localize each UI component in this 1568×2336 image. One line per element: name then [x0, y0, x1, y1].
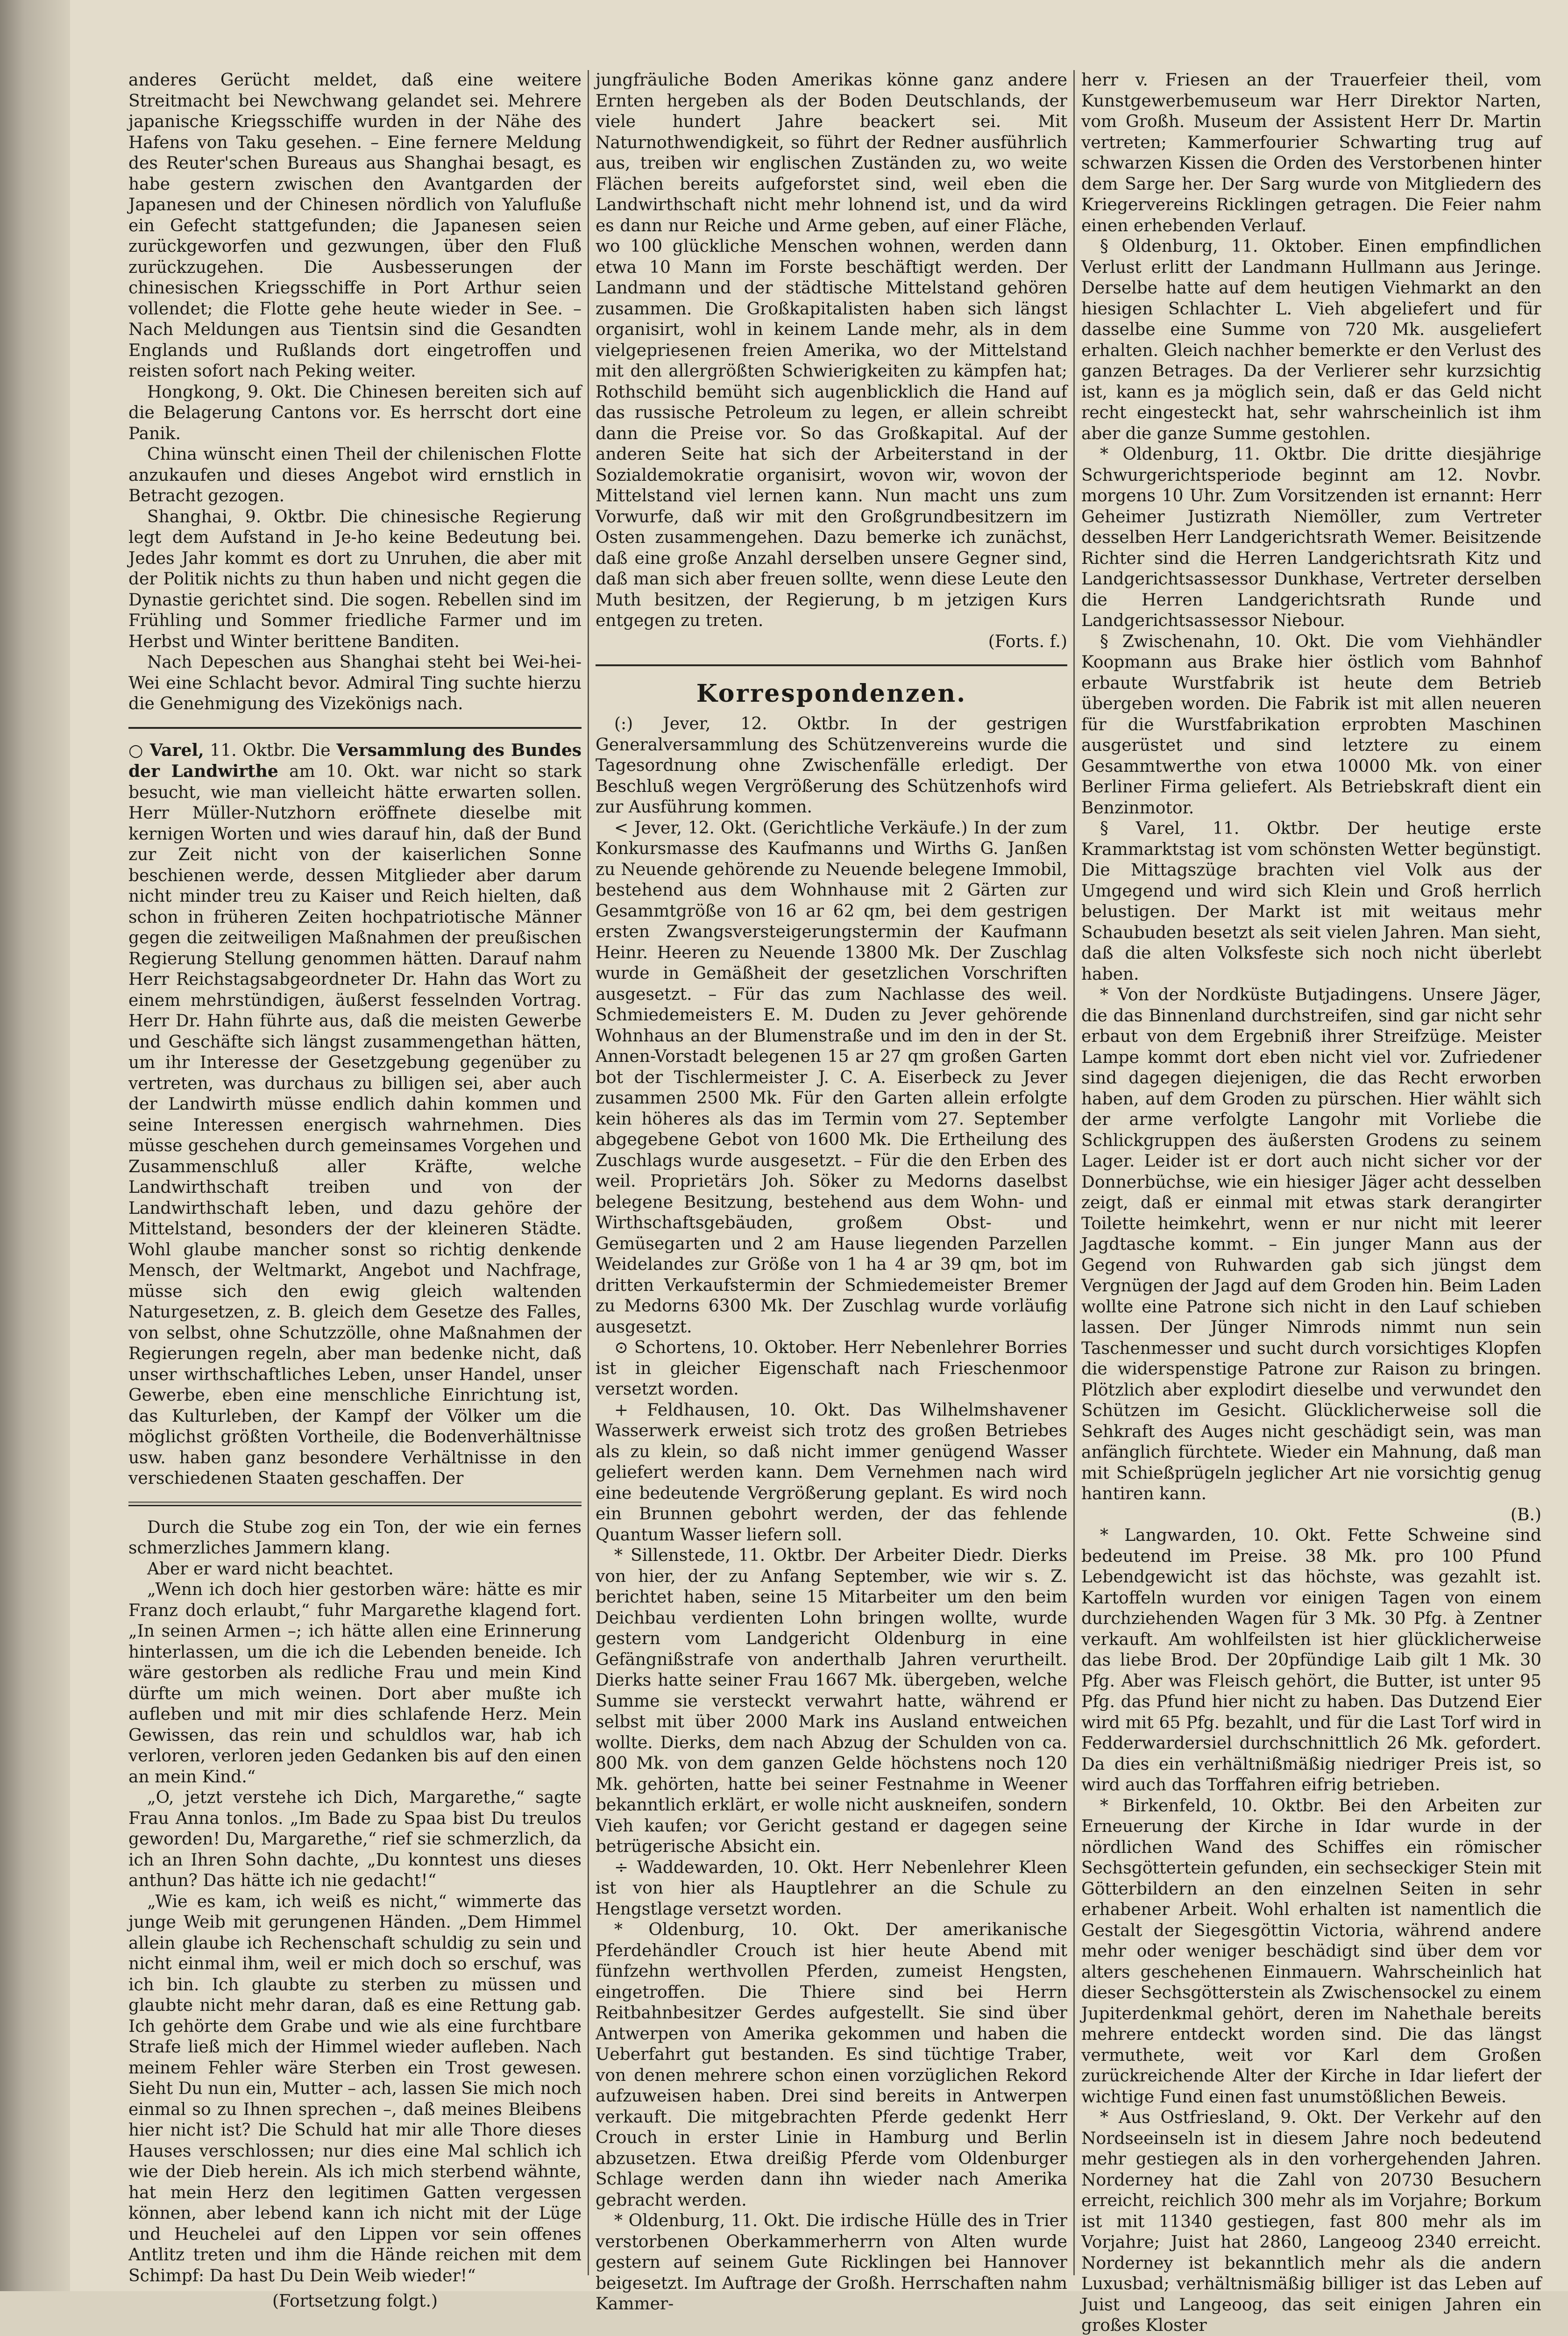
article-varel-markt: § Varel, 11. Oktbr. Der heutige erste Krammarktstag ist vom schönsten Wetter begünstigt. Die Mittagszüge brachten viel Volk aus der Umgegend und wird sich Klein und Groß herrlich belustigen. Der Markt ist mit weitaus mehr Schaubuden besetzt als seit vielen Jahren. Man sieht, daß die alten Volksfeste sich noch nicht überlebt haben. — [1081, 819, 1541, 984]
article-subject: Versammlung des Bundes der Landwirthe — [128, 740, 582, 781]
continued-note: (Fortsetzung folgt.) — [272, 2292, 438, 2311]
article-langwarden: * Langwarden, 10. Okt. Fette Schweine sind bedeutend im Preise. 38 Mk. pro 100 Pfund Lebendgewicht ist das höchste, was gezahlt ist. Kartoffeln wurden vor einigen Tagen von einem durchziehenden Wagen für 3 Mk. 30 Pfg. à Zentner verkauft. Am wohlfeilsten ist hier glücklicherweise das liebe Brod. Der 20pfündige Laib gilt 1 Mk. 30 Pfg. Aber was Fleisch gehört, die Butter, ist unter 95 Pfg. das Pfund hier nicht zu haben. Das Dutzend Eier wird mit 65 Pfg. bezahlt, und für die Last Torf wird in Fedderwardersiel durchschnittlich 26 Mk. gefordert. Da dies ein verhältnißmäßig niedriger Preis ist, so wird auch das Torffahren eifrig betrieben. — [1081, 1526, 1541, 1795]
separator-rule — [128, 727, 582, 729]
article-oldenburg-pferde: * Oldenburg, 10. Okt. Der amerikanische Pferdehändler Crouch ist hier heute Abend mit fünfzehn werthvollen Pferden, zumeist Hengsten, eingetroffen. Die Thiere sind bei Herrn Reitbahnbesitzer Gerdes aufgestellt. Sie sind über Antwerpen von Amerika gekommen und haben die Ueberfahrt gut bestanden. Es sind tüchtige Traber, von denen mehrere schon einen vorzüglichen Rekord aufzuweisen haben. Drei sind bereits in Antwerpen verkauft. Die mitgebrachten Pferde gedenkt Herr Crouch in erster Linie in Hamburg und Berlin abzusetzen. Etwa dreißig Pferde vom Oldenburger Schlage werden dann ihn wieder nach Amerika gebracht werden. — [596, 1920, 1067, 2210]
story-paragraph: „Wie es kam, ich weiß es nicht,“ wimmerte das junge Weib mit gerungenen Händen. „Dem Himmel allein glaube ich Rechenschaft schuldig zu sein und nicht einmal ihm, weil er mich doch so erschuf, was ich bin. Ich glaubte zu sterben zu müssen und glaubte nicht mehr daran, daß es eine Rettung gab. Ich gehörte dem Grabe und wie als eine furchtbare Strafe ließ mich der Himmel wieder aufleben. Nach meinem Fehler wäre Sterben ein Trost gewesen. Sieht Du nun ein, Mutter – ach, lassen Sie mich noch einmal so zu Ihnen sprechen –, daß meines Bleibens hier nicht ist? Die Schuld hat mir alle Thore dieses Hauses verschlossen; nur dies eine Mal schlich ich wie der Dieb herein. Als ich mich sterbend wähnte, hat mein Herz den legitimen Gatten vergessen können, aber lebend kann ich nicht mit der Lüge und Heuchelei auf den Lippen vor sein offenes Antlitz treten und ihm die Hände reichen mit dem Schimpf: Da hast Du Dein Weib wieder!“ — [128, 1892, 582, 2286]
article-shanghai: Shanghai, 9. Oktbr. Die chinesische Regierung legt dem Aufstand in Je-ho keine Bedeutung bei. Jedes Jahr kommt es dort zu Unruhen, die aber mit der Politik nichts zu thun haben und nicht gegen die Dynastie gerichtet sind. Die sogen. Rebellen sind im Frühling und Sommer friedliche Farmer und im Herbst und Winter berittene Banditen. — [128, 507, 582, 651]
story-paragraph: „O, jetzt verstehe ich Dich, Margarethe,“ sagte Frau Anna tonlos. „Im Bade zu Spaa bist Du treulos geworden! Du, Margarethe,“ rief sie schmerzlich, da ich an Ihren Sohn dachte, „Du konntest uns dieses anthun? Das hätte ich nie gedacht!“ — [128, 1788, 582, 1890]
story-paragraph: Durch die Stube zog ein Ton, der wie ein fernes schmerzliches Jammern klang. — [128, 1517, 582, 1558]
article-feldhausen: + Feldhausen, 10. Okt. Das Wilhelmshavener Wasserwerk erweist sich trotz des großen Betriebes als zu klein, so daß nicht immer genügend Wasser geliefert werden kann. Dem Vernehmen nach wird eine bedeutende Vergrößerung geplant. Es wird noch ein Brunnen gebohrt werden, der das fehlende Quantum Wasser liefern soll. — [596, 1400, 1067, 1545]
article-oldenburg-trauer-continued: herr v. Friesen an der Trauerfeier theil, vom Kunstgewerbemuseum war Herr Direktor Narten, vom Großh. Museum der Assistent Herr Dr. Martin vertreten; Kammerfourier Schwarting trug auf schwarzen Kissen die Orden des Verstorbenen hinter dem Sarge her. Der Sarg wurde von Mitgliedern des Kriegervereins Ricklingen getragen. Die Feier nahm einen erhebenden Verlauf. — [1081, 71, 1541, 235]
article-zwischenahn: § Zwischenahn, 10. Okt. Die vom Viehhändler Koopmann aus Brake hier östlich vom Bahnhof erbaute Wurstfabrik ist heute dem Betrieb übergeben worden. Die Fabrik ist mit allen neueren für die Wurstfabrikation erprobten Maschinen ausgerüstet und sind letztere zu einem Gesammtwerthe von etwa 10000 Mk. von einer Berliner Firma geliefert. Als Betriebskraft dient ein Benzinmotor. — [1081, 632, 1541, 818]
dateline-place: Varel, — [149, 740, 204, 760]
dateline-date: 11. Oktbr. Die — [204, 741, 337, 760]
column-middle — [596, 70, 1067, 2314]
binding-margin — [0, 0, 70, 2291]
article-jever-schuetzen: (:) Jever, 12. Oktbr. In der gestrigen Generalversammlung des Schützenvereins wurde die Tagesordnung ohne Zwischenfälle erledigt. Der Beschluß wegen Vergrößerung des Schützenhofs wird zur Ausführung kommen. — [596, 714, 1067, 817]
article-war-news: anderes Gerücht meldet, daß eine weitere Streitmacht bei Newchwang gelandet sei. Mehrere japanische Kriegsschiffe wurden in der Nähe des Hafens von Taku gesehen. – Eine fernere Meldung des Reuter'schen Bureaus aus Shanghai besagt, es habe gestern zwischen den Avantgarden der Japanesen und der Chinesen nördlich von Yalufluße ein Gefecht stattgefunden; die Japanesen seien zurückgeworfen und gezwungen, über den Fluß zurückzugehen. Die Ausbesserungen der chinesischen Kriegsschiffe in Port Arthur seien vollendet; die Flotte gehe heute wieder in See. – Nach Meldungen aus Tientsin sind die Gesandten Englands und Rußlands dort eingetroffen und reisten sofort nach Peking weiter. — [128, 71, 582, 381]
article-body: am 10. Okt. war nicht so stark besucht, wie man vielleicht hätte erwarten sollen. Herr Müller-Nutzhorn eröffnete dieselbe mit kernigen Worten und wies darauf hin, daß der Bund zur Zeit nicht von der kaiserlichen Sonne beschienen werde, dessen Mitglieder aber darum nicht minder treu zu Kaiser und Reich hielten, daß schon in früheren Zeiten hochpatriotische Männer gegen die zeitweiligen Maßnahmen der preußischen Regierung Stellung genommen hätten. Darauf nahm Herr Reichstagsabgeordneter Dr. Hahn das Wort zu einem mehrstündigen, äußerst fesselnden Vortrag. Herr Dr. Hahn führte aus, daß die meisten Gewerbe und Geschäfte sich längst zusammengethan hätten, um ihr Interesse der Gesetzgebung gegenüber zu vertreten, was durchaus zu billigen sei, aber auch der Landwirth müsse endlich dahin kommen und seine Interessen energisch wahrnehmen. Dies müsse geschehen durch gemeinsames Vorgehen und Zusammenschluß aller Kräfte, welche Landwirthschaft treiben und von der Landwirthschaft leben, und dazu gehöre der Mittelstand, besonders der der kleineren Städte. Wohl glaube mancher sonst so richtig denkende Mensch, der Weltmarkt, Angebot und Nachfrage, müsse sich den ewig gleich waltenden Naturgesetzen, z. B. gleich dem Gesetze des Falles, von selbst, ohne Schutzzölle, ohne Maßnahmen der Regierungen regeln, aber man bedenke nicht, daß unser wirthschaftliches Leben, unser Handel, unser Gewerbe, eben eine menschliche Einrichtung ist, das Kulturleben, der Kampf der Völker um die möglichst größten Vortheile, die Bodenverhältnisse usw. haben ganz besondere Verhältnisse in den verschiedenen Staaten geschaffen. Der — [128, 762, 582, 1488]
article-bund-continued: jungfräuliche Boden Amerikas könne ganz andere Ernten hergeben als der Boden Deutschlands, der viele hundert Jahre beackert sei. Mit Naturnothwendigkeit, so führt der Redner ausführlich aus, treiben wir englischen Zuständen zu, wo weite Flächen bereits aufgeforstet sind, weil eben die Landwirthschaft nicht mehr lohnend ist, und da wird es dann nur Reiche und Arme geben, auf einer Fläche, wo 100 glückliche Menschen wohnen, werden dann etwa 10 Mann im Forste beschäftigt werden. Der Landmann und der städtische Mittelstand gehören zusammen. Die Großkapitalisten haben sich längst organisirt, wohl in keinem Lande mehr, als in dem vielgepriesenen freien Amerika, wo der Mittelstand mit den allergrößten Schwierigkeiten zu kämpfen hat; Rothschild bemüht sich augenblicklich die Hand auf das russische Petroleum zu legen, er allein schreibt dann die Preise vor. So das Großkapital. Auf der anderen Seite hat sich der Arbeiterstand in der Sozialdemokratie organisirt, wovon wir, wovon der Mittelstand viel lernen kann. Nun macht uns zum Vorwurfe, daß wir mit den Großgrundbesitzern im Osten zusammengehen. Dazu bemerke ich zunächst, daß eine große Anzahl derselben unsere Gegner sind, daß man sich aber freuen sollte, wenn diese Leute den Muth besitzen, der Regierung, b m jetzigen Kurs entgegen zu treten. — [596, 71, 1067, 630]
article-schortens: ⊙ Schortens, 10. Oktober. Herr Nebenlehrer Borries ist in gleicher Eigenschaft nach Frieschenmoor versetzt worden. — [596, 1338, 1067, 1399]
article-oldenburg-verlust: § Oldenburg, 11. Oktober. Einen empfindlichen Verlust erlitt der Landmann Hullmann aus Jeringe. Derselbe hatte auf dem heutigen Viehmarkt an den hiesigen Schlachter L. Vieh abgeliefert und für dasselbe eine Summe von 720 Mk. ausgeliefert erhalten. Gleich nachher bemerkte er den Verlust des ganzen Betrages. Da der Verlierer sehr kurzsichtig ist, kann es ja möglich sein, daß er das Geld nicht recht eingesteckt hat, sehr wahrscheinlich ist ihm aber die ganze Summe gestohlen. — [1081, 237, 1541, 443]
article-waddewarden: ÷ Waddewarden, 10. Okt. Herr Nebenlehrer Kleen ist von hier als Hauptlehrer an die Schule zu Hengstlage versetzt worden. — [596, 1858, 1067, 1919]
article-birkenfeld: * Birkenfeld, 10. Oktbr. Bei den Arbeiten zur Erneuerung der Kirche in Idar wurde in der nördlichen Wand des Schiffes ein römischer Sechsgöttertein gefunden, ein sechseckiger Stein mit Götterbildern an den einzelnen Seiten in sehr erhabener Arbeit. Wohl erhalten ist namentlich die Gestalt der Siegesgöttin Victoria, während andere mehr oder weniger beschädigt sind über dem vor alters geschehenen Einmauern. Wahrscheinlich hat dieser Sechsgötterstein als Zwischensockel zu einem Jupiterdenkmal gehört, deren im Nahethale bereits mehrere entdeckt worden sind. Die das längst vermuthete, weit vor Karl dem Großen zurückreichende Alter der Kirche in Idar liefert der wichtige Fund einen fast unumstößlichen Beweis. — [1081, 1796, 1541, 2107]
article-varel-bund: ○ Varel, 11. Oktbr. Die Versammlung des Bundes der Landwirthe am 10. Okt. war nicht so stark besucht, wie man vielleicht hätte erwarten sollen. Herr Müller-Nutzhorn eröffnete dieselbe mit kernigen Worten und wies darauf hin, daß der Bund zur Zeit nicht von der kaiserlichen Sonne beschienen werde, dessen Mitglieder aber darum nicht minder treu zu Kaiser und Reich hielten, daß schon in früheren Zeiten hochpatriotische Männer gegen die zeitweiligen Maßnahmen der preußischen Regierung Stellung genommen hätten. Darauf nahm Herr Reichstagsabgeordneter Dr. Hahn das Wort zu einem mehrstündigen, äußerst fesselnden Vortrag. Herr Dr. Hahn führte aus, daß die meisten Gewerbe und Geschäfte sich längst zusammengethan hätten, um ihr Interesse der Gesetzgebung gegenüber zu vertreten, was durchaus zu billigen sei, aber auch der Landwirth müsse endlich dahin kommen und seine Interessen energisch wahrnehmen. Dies müsse geschehen durch gemeinsames Vorgehen und Zusammenschluß aller Kräfte, welche Landwirthschaft treiben und von der Landwirthschaft leben, und dazu gehöre der Mittelstand, besonders der der kleineren Städte. Wohl glaube mancher sonst so richtig denkende Mensch, der Weltmarkt, Angebot und Nachfrage, müsse sich den ewig gleich waltenden Naturgesetzen, z. B. gleich dem Gesetze des Falles, von selbst, ohne Schutzzölle, ohne Maßnahmen der Regierungen regeln, aber man bedenke nicht, daß unser wirthschaftliches Leben, unser Handel, unser Gewerbe, eben eine menschliche Einrichtung ist, das Kulturleben, der Kampf der Völker um die möglichst größten Vortheile, die Bodenverhältnisse usw. haben ganz besondere Verhältnisse in den verschiedenen Staaten geschaffen. Der — [128, 740, 582, 1488]
article-oldenburg-trauer: * Oldenburg, 11. Okt. Die irdische Hülle des in Trier verstorbenen Oberkammerherrn von Alten wurde gestern auf seinem Gute Ricklingen bei Hannover beigesetzt. Im Auftrage der Großh. Herrschaften nahm Kammer- — [596, 2211, 1067, 2314]
story-paragraph: Aber er ward nicht beachtet. — [147, 1559, 394, 1579]
article-jever-verkaeufe: < Jever, 12. Okt. (Gerichtliche Verkäufe.) In der zum Konkursmasse des Kaufmanns und Wirths G. Janßen zu Neuende gehörende zu Neuende belegene Immobil, bestehend aus dem Wohnhause mit 2 Gärten zur Gesammtgröße von 16 ar 62 qm, bei dem gestrigen ersten Zwangsversteigerungstermin der Kaufmann Heinr. Heeren zu Neuende 13800 Mk. Der Zuschlag wurde in Gemäßheit der gesetzlichen Vorschriften ausgesetzt. – Für das zum Nachlasse des weil. Schmiedemeisters E. M. Duden zu Jever gehörende Wohnhaus an der Blumenstraße und im den in der St. Annen-Vorstadt belegenen 15 ar 27 qm großen Garten bot der Tischlermeister J. C. A. Eiserbeck zu Jever zusammen 2500 Mk. Für den Garten allein erfolgte kein höheres als das im Termin vom 27. September abgegebene Gebot von 1600 Mk. Die Ertheilung des Zuschlags wurde ausgesetzt. – Für die den Erben des weil. Proprietärs Joh. Söker zu Medorns daselbst belegene Besitzung, bestehend aus dem Wohn- und Wirthschaftsgebäuden, großem Obst- und Gemüsegarten und 2 am Hause liegenden Parzellen Weidelandes zur Größe von 1 ha 4 ar 39 qm, bot im dritten Verkaufstermin der Schmiedemeister Bremer zu Medorns 6300 Mk. Der Zuschlag wurde vorläufig ausgesetzt. — [596, 818, 1067, 1337]
article-butjadingen: * Von der Nordküste Butjadingens. Unsere Jäger, die das Binnenland durchstreifen, sind gar nicht sehr erbaut von dem Ergebniß ihrer Streifzüge. Meister Lampe kommt dort eben nicht viel vor. Zufriedener sind dagegen diejenigen, die das Recht erworben haben, auf dem Groden zu pürschen. Hier wählt sich der arme verfolgte Langohr mit Vorliebe die Schlickgruppen des äußersten Grodens zu seinem Lager. Leider ist er dort auch nicht sicher vor der Donnerbüchse, wie ein hiesiger Jäger acht desselben zeigt, daß er einmal mit etwas stark derangirter Toilette heimkehrt, wenn er nur nicht mit leerer Jagdtasche kommt. – Ein junger Mann aus der Gegend von Ruhwarden gab sich jüngst dem Vergnügen der Jagd auf dem Groden hin. Beim Laden wollte eine Patrone sich nicht in den Lauf schieben lassen. Der Jünger Nimrods nimmt nun sein Taschenmesser und sucht durch vorsichtiges Klopfen die widerspenstige Patrone zur Raison zu bringen. Plötzlich aber explodirt dieselbe und verwundet den Schützen im Gesicht. Glücklicherweise soll die Sehkraft des Auges nicht geschädigt sein, was man anfänglich fürchtete. Wieder ein Mahnung, daß man mit Schießprügeln jeglicher Art nie vorsichtig genug hantiren kann. — [1081, 985, 1541, 1503]
story-paragraph: „Wenn ich doch hier gestorben wäre: hätte es mir Franz doch erlaubt,“ fuhr Margarethe klagend fort. „In seinen Armen –; ich hätte allen eine Erinnerung hinterlassen, um die ich die Lebenden beneide. Ich wäre gestorben als redliche Frau und mein Kind dürfte um mich weinen. Dort aber mußte ich aufleben und mit mir dies schlafende Herz. Mein Gewissen, das rein und schuldlos war, hab ich verloren, verloren jeden Gedanken bis auf den einen an mein Kind.“ — [128, 1580, 582, 1787]
section-heading: Korrespondenzen. — [696, 679, 967, 708]
article-china-fleet: China wünscht einen Theil der chilenischen Flotte anzukaufen und dieses Angebot wird ernstlich in Betracht gezogen. — [128, 445, 582, 506]
article-wei-hei-wei: Nach Depeschen aus Shanghai steht bei Wei-hei-Wei eine Schlacht bevor. Admiral Ting suchte hierzu die Genehmigung des Vizekönigs nach. — [128, 653, 582, 713]
column-left — [128, 70, 582, 2311]
column-rule-2 — [1073, 70, 1075, 2275]
article-signature: (B.) — [1511, 1505, 1541, 1524]
article-oldenburg-schwurgericht: * Oldenburg, 11. Oktbr. Die dritte diesjährige Schwurgerichtsperiode beginnt am 12. Novbr. morgens 10 Uhr. Zum Vorsitzenden ist ernannt: Herr Geheimer Justizrath Niemöller, zum Vertreter desselben Herr Landgerichtsrath Wemer. Beisitzende Richter sind die Herren Landgerichtsrath Kitz und Landgerichtsassessor Dunkhase, Vertreter derselben die Herren Landgerichtsrath Runde und Landgerichtsassessor Niebour. — [1081, 445, 1541, 630]
article-hongkong: Hongkong, 9. Okt. Die Chinesen bereiten sich auf die Belagerung Cantons vor. Es herrscht dort eine Panik. — [128, 382, 582, 443]
column-rule-1 — [588, 70, 589, 2275]
feuilleton-rule — [128, 1502, 582, 1506]
column-right — [1081, 70, 1541, 2335]
continued-note: (Forts. f.) — [988, 632, 1067, 651]
separator-rule — [596, 664, 1067, 666]
article-ostfriesland: * Aus Ostfriesland, 9. Okt. Der Verkehr auf den Nordseeinseln ist in diesem Jahre noch bedeutend mehr gestiegen als in den vorhergehenden Jahren. Norderney hat die Zahl von 20730 Besuchern erreicht, reichlich 300 mehr als im Vorjahre; Borkum ist mit 11340 gestiegen, fast 800 mehr als im Vorjahre; Juist hat 2860, Langeoog 2340 erreicht. Norderney ist bekanntlich mehr als die andern Luxusbad; verhältnismäßig billiger ist das Leben auf Juist und Langeoog, das seit einigen Jahren ein großes Kloster — [1081, 2108, 1541, 2335]
article-sillenstede: * Sillenstede, 11. Oktbr. Der Arbeiter Diedr. Dierks von hier, der zu Anfang September, wie wir s. Z. berichtet haben, seine 15 Mitarbeiter um den beim Deichbau verdienten Lohn bringen wollte, wurde gestern vom Landgericht Oldenburg in eine Gefängnißstrafe von anderthalb Jahren verurtheilt. Dierks hatte seiner Frau 1667 Mk. übergeben, welche Summe sie versteckt verwahrt hatte, während er selbst mit über 2000 Mark ins Ausland entweichen wollte. Dierks, dem nach Abzug der Schulden von ca. 800 Mk. von dem ganzen Gelde höchstens noch 120 Mk. gehörten, hatte bei seiner Festnahme in Weener bekanntlich erklärt, er wolle nicht auskneifen, sondern Vieh kaufen; vor Gericht gestand er dagegen seine betrügerische Absicht ein. — [596, 1546, 1067, 1856]
